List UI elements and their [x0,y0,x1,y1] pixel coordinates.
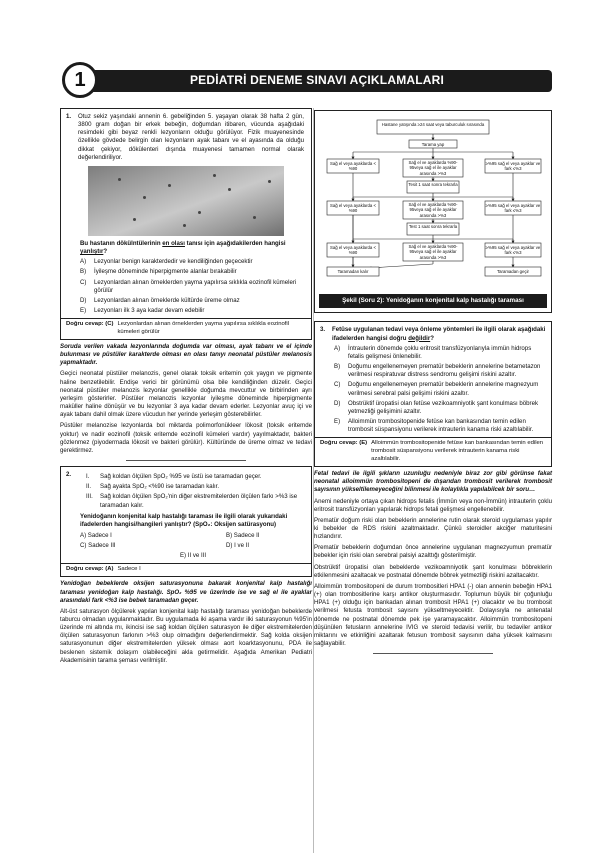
option [80,279,306,295]
statement [86,483,306,491]
option [80,532,112,540]
option-text: Lezyonlar benign karakterdedir ve kendiliğinden geçecektir [94,258,253,266]
q3-prompt-part: Fetüse uygulanan tedavi veya önleme yöntemleri ile ilgili olarak aşağıdaki ifadelerden hangisi doğru [332,326,546,342]
question-2-prompt: Yenidoğanın konjenital kalp hastalığı taraması ile ilgili olarak yukarıdaki ifadelerden hangisi/hangileri yanlıştır? (SpO₂: Oksijen satürasyonu) [80,512,288,528]
option [80,542,116,550]
screening-flowchart [314,110,552,313]
option [80,552,306,560]
q3-prompt-part: ? [430,334,434,342]
option-text: Lezyonlardan alınan örneklerden yayma yapılırsa sıklıkla eozinofil kümeleri görülür [94,278,297,294]
skin-lesion-photo [88,166,284,236]
statement-key: I. [86,473,90,481]
question-2-statements [86,471,306,510]
q3-prompt-underlined: değildir [408,334,431,342]
option-key: D) [334,399,341,407]
statement [86,493,306,509]
flow-pass: Taramadan geçir [496,268,529,274]
flow-r1-left: Sağ el veya ayaklarda < %90 [330,160,376,171]
answer-label: Doğru cevap: (E) [320,440,368,447]
question-1-number: 1. [66,113,72,120]
statement-text: Sağ ayakta SpO₂ <%90 ise taramadan kalır. [100,483,220,491]
option [226,542,306,550]
explanation-1-intro: Soruda verilen vakada lezyonlarında doğumda var olması, ayak tabanı ve el içinde bulunması ve püstüler karakterde olması en olası tanıyı neonatal püstüler melanosis yapmaktadır. [60,343,312,367]
flow-r2-right: ≥%95 sağ el veya ayaklar ve fark ≤%3 [485,202,541,213]
option [80,258,306,266]
option-text: İyileşme döneminde hiperpigmente alanlar bırakabilir [94,268,237,276]
option [80,268,306,276]
flow-r3-right: ≥%95 sağ el veya ayaklar ve fark ≤%3 [485,244,541,255]
question-3-box [314,321,552,467]
flow-repeat2: Test 1 saat sonra tekrarla [408,224,458,229]
page-header [62,62,552,96]
explanation-2-para2: Alt-üst saturasyon ölçülerek yapılan konjenital kalp hastalığı taraması yenidoğan bebeklerde taburcu olmadan uygulanmaktadır. Bu uygulamada iki aşama vardır ilki saturasyonun %95'in üzerinde mi altında mı, ikincisi ise sağ koldan ölçülen saturasyon ile diğer ekstremitelerden ölçülen saturasyonun farkının >%3 olup olmadığını değerlendirmektir. Sağ kolda oksijen saturasyonunun diğer ekstremitelerden yüksek olması aort koarktasyonunu, PDA ile beslenen sistemik dolaşım olabileceğini akla getirmelidir. Aşağıda Amerikan Pediatri Akademisinin tarama şeması verilmiştir. [60,607,312,664]
explanation-3-para5: Obstrüktif üropatisi olan bebeklerde vezikoamniyotik şant konulması böbreklerin etkilenmesini azaltacak ve postnatal dönemde böbrek yetmezliği riskini azaltacaktır. [314,563,552,579]
option-key: E) [80,307,87,315]
title-bar [82,70,552,92]
answer-text: Lezyonlardan alınan örneklerden yayma yapılırsa sıklıkla eozinofil kümeleri görülür [117,321,290,336]
divider [126,460,246,461]
option [80,307,306,315]
option [334,381,546,397]
q1-prompt-underlined: en olası [162,239,185,247]
divider [373,653,493,654]
explanation-3-para2: Anemi nedeniyle ortaya çıkan hidrops fetalis (İmmün veya non-İmmün) intrauterin çoklu eritrosit transfüzyonları yapılarak hidrops fetali gelişmesi engellenebilir. [314,497,552,513]
explanation-3-para4: Prematür bebeklerin doğumdan önce annelerine uygulanan magnezyumun prematür bebekler için riski olan serebral palsiyi azalttığı gösterilmiştir. [314,544,552,560]
flow-r3-left: Sağ el veya ayaklarda < %90 [330,244,376,255]
question-1-answer [61,318,311,339]
flow-screen-label: Tarama yap [421,141,445,147]
flow-fail: Taramadan kalır [337,268,369,274]
option-key: E) [179,552,187,560]
q1-prompt-underlined: yanlıştır [80,248,104,256]
option-key: A) [80,258,87,266]
explanation-3-intro: Fetal tedavi ile ilgili şıkların uzunluğu nedeniyle biraz zor gibi görünse fakat neonatal alloimmün trombositopeni de dışarıdan trombosit verilerek trombosit sayısının yükseltilemeyeceğini bilinmesi ile kolaylıkla yapılabilcek bir soru… [314,470,552,494]
option-key: D) [80,296,87,304]
explanation-2-intro: Yenidoğan bebeklerde oksijen saturasyonuna bakarak konjenital kalp hastalığı taraması yenidoğan kalp hastalığı. SpO₂ %95 ve üzerinde ise ve sağ el ile ayaklar arasındaki fark <%3 ise bebek taramadan geçer. [60,580,312,604]
statement-key: III. [86,493,93,501]
option-text: II ve III [187,552,207,560]
option [334,363,546,379]
option-key: B) [226,531,233,539]
option-text: Alloimmün trombositopenide fetüse kan bankasından temin edilen trombosit süspansiyonu verilerek intrauterin kanama riski azaltılabilir. [348,418,534,434]
answer-text: Alloimmün trombositopenide fetüse kan bankasından temin edilen trombosit süspansiyonu verilerek intrauterin kanama riski azaltılabilir. [371,440,544,463]
flowchart-svg [319,115,547,290]
option-text: Obstrüktif üropatisi olan fetüse vezikoamniyotik şant konulması böbrek yetmezliği gelişimini azaltır. [348,399,539,415]
option-key: C) [80,278,87,286]
question-3-number: 3. [320,326,326,334]
option-text: Lezyonları ilk 3 aya kadar devam edebilir [94,307,205,315]
option [334,345,546,361]
option-key: C) [334,381,341,389]
option-text: Lezyonlardan alınan örneklerde kültürde üreme olmaz [94,296,240,304]
option [334,418,546,434]
option-key: A) [334,344,341,352]
question-2-box [60,466,312,577]
option-text: Doğumu engellenemeyen prematür bebeklerin annelerine magnezyum verilmesi serebral palsi gelişimi riskini azaltır. [348,381,539,397]
flow-r1-right: ≥%95 sağ el veya ayaklar ve fark ≤%3 [485,160,541,171]
question-1-box [60,108,312,340]
explanation-1-para3: Püstüler melanozise lezyonlarda bol miktarda polimorfonükleer lökosit (toksik eritemde yoktur) ve nadir eozinofil (toksik eritemde eozinofil kümeleri vardır) yayılmaktadır, bakteri gözlenmez (piyodermada lökosit ve bakteri görülür). Kültüründe de üreme olmaz ve tedavi gerektirmez. [60,422,312,454]
option [80,297,306,305]
flowchart-labels [327,120,541,276]
flow-r3-mid: Sağ el ve ayaklarda %90-95veya sağ el ile ayaklar arasında >%3 [408,244,458,260]
option [334,400,546,416]
answer-label: Doğru cevap: (C) [66,321,114,328]
option-text: İntrauterin dönemde çoklu eritrosit transfüzyonlarıyla immün hidrops fetalis gelişmesi önlenebilir. [348,344,532,360]
statement-key: II. [86,483,92,491]
question-3-prompt [332,326,546,342]
statement [86,473,306,481]
explanation-3-para3: Prematür doğum riski olan bebeklerin annelerine rutin olarak steroid uygulaması yapılır ki bebekler de RDS riskini azaltmaktadır. Çünkü steroidler akciğer maturitesini hızlandırır. [314,516,552,541]
flow-r1-mid: Sağ el ve ayaklarda %90-95veya sağ el ile ayaklar arasında >%3 [408,160,458,176]
question-3-options [334,345,546,435]
question-2-answer [61,563,311,576]
flow-start-label: Hastane yatışında ≥24 saat veya taburculuk sırasında [381,121,485,127]
question-1-options [80,258,306,315]
page-title: PEDİATRİ DENEME SINAVI AÇIKLAMALARI [189,73,445,87]
explanation-3-para6: Alloimmün trombositopeni de durum trombositleri HPA1 (-) olan annenin bebeğin HPA1 (+) olan trombositlerine karşı antikor oluşturmasıdır. Toplumun büyük bir çoğunluğu HPA1 (+) olduğu için bankadan alınan trombosit HPA1 (+) olacaktır ve bu trombosit verilmesi fetusta trombosit sayısını yükseltmeyecektir. Dolayısıyla ne antenatal dönemde ne postnatal dönemde pek işe yaramayacaktır. Alloimmün trombositopeni düşünülen fetusların annelerine IVIG ve steroid tedavisi verilir, bu tedaviler antikor miktarını ve etkinliğini azaltarak fetusun trombosit sayısının daha yüksek kalmasını sağlayabilir. [314,582,552,647]
question-3-answer [315,437,551,466]
section-number: 1 [74,68,86,91]
option-text: I ve II [234,542,250,550]
flow-r2-left: Sağ el veya ayaklarda < %90 [330,202,376,213]
statement-text: Sağ koldan ölçülen SpO₂ %95 ve üstü ise taramadan geçer. [100,473,262,481]
question-1-prompt [80,240,306,256]
option-key: E) [334,418,341,425]
q1-prompt-part: tanısı için aşağıdakilerden hangisi [184,239,286,247]
section-number-badge [62,62,98,98]
q1-prompt-part: Bu hastanın dökülntülerinin [80,239,163,247]
question-1-stem: Otuz sekiz yaşındaki annenin 6. gebeliğinden 5. yaşayan olarak 38 hafta 2 gün, 3800 gram doğan bir erkek bebeğin, doğumdan itibaren, vücunda aşağıdaki resimdeki gibi beyaz renkli lezyonların olduğu görülüyor. Fizik muayenesinde özellikle gövdede belirgin olan lezyonların ayak tabanı ve el ayasında da olduğu dikkat çekiyor, dökülenteri dışında muayenesi tamamen normal olarak değerlendiriliyor. [78,113,304,161]
question-2-number: 2. [66,471,72,479]
explanation-1-para2: Geçici neonatal püstüler melanozis, genel olarak toksik eritemin çok yaygın ve pigmente haline benzetilebilir. Endişe verici bir görünümü olsa bile kendiliğinden düzelir. Geçici neonatal püstüler melanozis lezyonlar genellikle doğumda mevcuttur ve birbirinden ayrı yerleşim gösterirler. Püstüler melanozis lezyonlar iyileşme döneminde hiperpigmente maküller haline dönüşür ve bu lezyonlar 3 aya kadar devam ederler. Lezyonlar avuç içi ve ayak tabanı dahil olmak üzere vücudun her yerinde yerleşim gösterebilirler. [60,370,312,419]
option-key: B) [334,363,341,371]
figure-caption: Şekil (Soru 2): Yenidoğanın konjenital kalp hastalığı taraması [319,294,547,308]
left-column [60,108,312,665]
option-text: Sadece I [87,531,112,539]
option-text: Sadece III [88,542,116,550]
q1-prompt-part: ? [103,248,108,256]
option-key: C) [80,542,87,550]
answer-label: Doğru cevap: (A) [66,566,114,573]
answer-text: Sadece I [117,566,141,573]
flow-r2-mid: Sağ el ve ayaklarda %90-95veya sağ el ile ayaklar arasında >%3 [408,202,458,218]
right-column [314,110,552,654]
option [226,532,306,540]
statement-text: Sağ koldan ölçülen SpO₂'nin diğer ekstremitelerden ölçülen farkı >%3 ise taramadan kalır. [100,493,298,509]
option-key: B) [80,268,87,276]
option-text: Sadece II [233,531,260,539]
flow-repeat1: Tesit 1 saat sonra tekrarla [408,182,458,187]
option-key: A) [80,531,87,539]
option-text: Doğumu engellenemeyen prematür bebeklerin annelerine betametazon verilmesi respiratuvar distress sendromu gelişimi riskini azaltır. [348,363,541,379]
option-key: D) [226,542,233,550]
question-2-options [80,532,306,560]
